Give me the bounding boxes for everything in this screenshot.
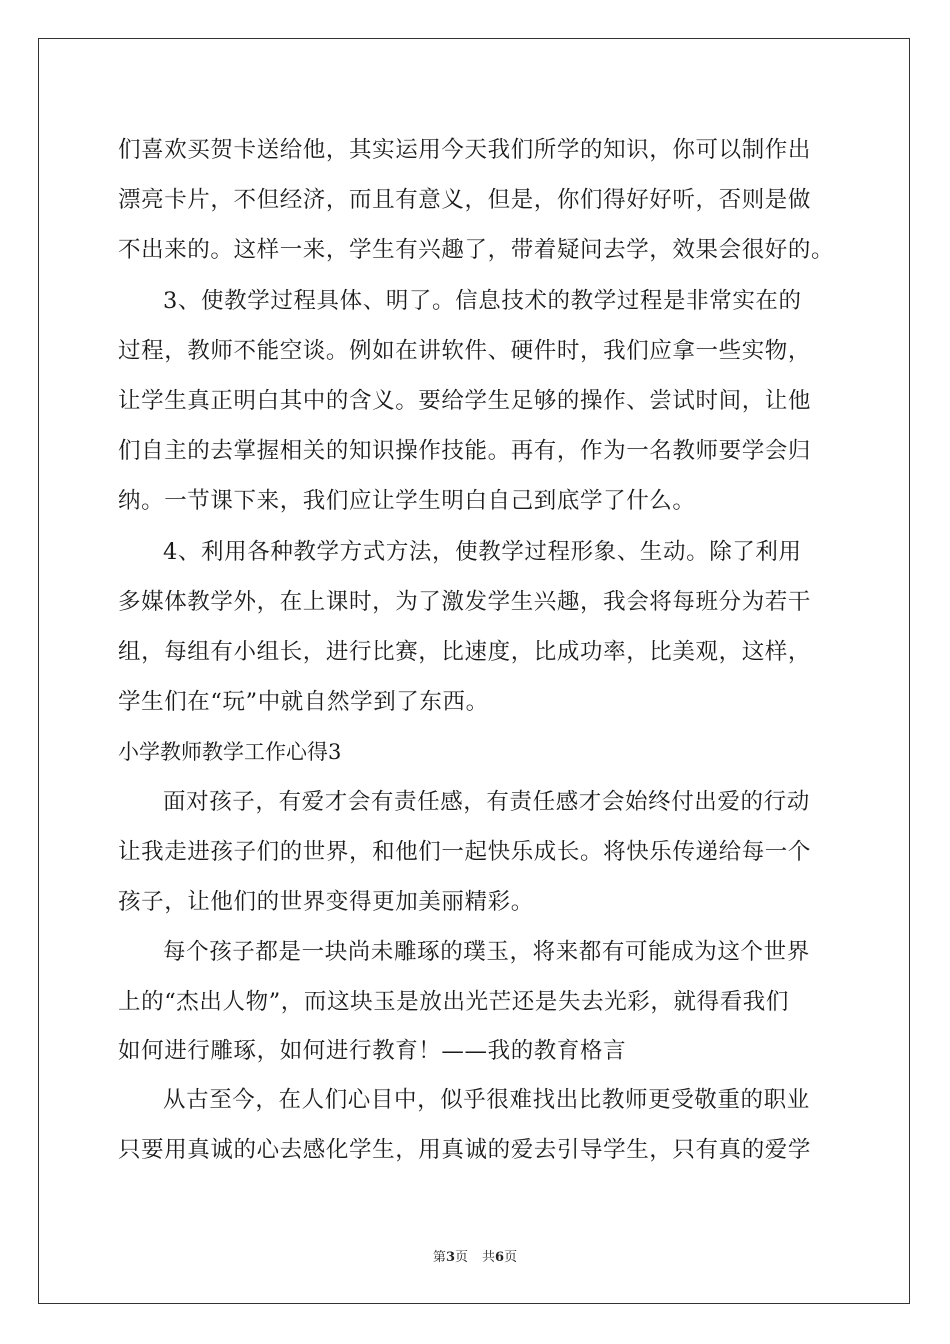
page-footer <box>0 1249 950 1267</box>
section-heading: 小学教师教学工作心得3 <box>118 740 342 764</box>
body-text-line: 孩子，让他们的世界变得更加美丽精彩。 <box>118 889 534 915</box>
footer-total-prefix: 共 <box>482 1250 496 1265</box>
paragraph-first-line: 面对孩子，有爱才会有责任感，有责任感才会始终付出爱的行动 <box>163 789 810 815</box>
paragraph-first-line: 每个孩子都是一块尚未雕琢的璞玉，将来都有可能成为这个世界 <box>163 939 810 965</box>
body-text-line: 们自主的去掌握相关的知识操作技能。再有，作为一名教师要学会归 <box>118 438 812 464</box>
body-text-line: 多媒体教学外，在上课时，为了激发学生兴趣，我会将每班分为若干 <box>118 589 812 615</box>
paragraph-first-line: 3、使教学过程具体、明了。信息技术的教学过程是非常实在的 <box>163 288 802 314</box>
footer-page-prefix: 第 <box>432 1250 446 1265</box>
body-text-line: 只要用真诚的心去感化学生，用真诚的爱去引导学生，只有真的爱学 <box>118 1137 812 1163</box>
body-text-line: 让我走进孩子们的世界，和他们一起快乐成长。将快乐传递给每一个 <box>118 839 812 865</box>
footer-total-pages: 6 <box>495 1250 505 1265</box>
body-text-line: 学生们在“玩”中就自然学到了东西。 <box>118 689 489 715</box>
body-text-line: 让学生真正明白其中的含义。要给学生足够的操作、尝试时间，让他 <box>118 388 812 414</box>
body-text-line: 上的“杰出人物”，而这块玉是放出光芒还是失去光彩，就得看我们 <box>118 989 790 1015</box>
body-text-line: 过程，教师不能空谈。例如在讲软件、硬件时，我们应拿一些实物， <box>118 338 812 364</box>
footer-total-suffix: 页 <box>504 1250 518 1265</box>
body-text-line: 不出来的。这样一来，学生有兴趣了，带着疑问去学，效果会很好的。 <box>118 237 835 263</box>
body-text-line: 漂亮卡片，不但经济，而且有意义，但是，你们得好好听，否则是做 <box>118 187 812 213</box>
paragraph-first-line: 4、利用各种教学方式方法，使教学过程形象、生动。除了利用 <box>163 539 802 565</box>
footer-page-suffix: 页 <box>454 1250 468 1265</box>
body-text-line: 纳。一节课下来，我们应让学生明白自己到底学了什么。 <box>118 488 696 514</box>
body-text-line: 组，每组有小组长，进行比赛，比速度，比成功率，比美观，这样， <box>118 639 812 665</box>
body-text-line: 们喜欢买贺卡送给他，其实运用今天我们所学的知识，你可以制作出 <box>118 137 812 163</box>
footer-page-number: 3 <box>445 1250 455 1265</box>
body-text-line: 如何进行雕琢，如何进行教育！——我的教育格言 <box>118 1038 627 1064</box>
paragraph-first-line: 从古至今，在人们心目中，似乎很难找出比教师更受敬重的职业 <box>163 1087 810 1113</box>
